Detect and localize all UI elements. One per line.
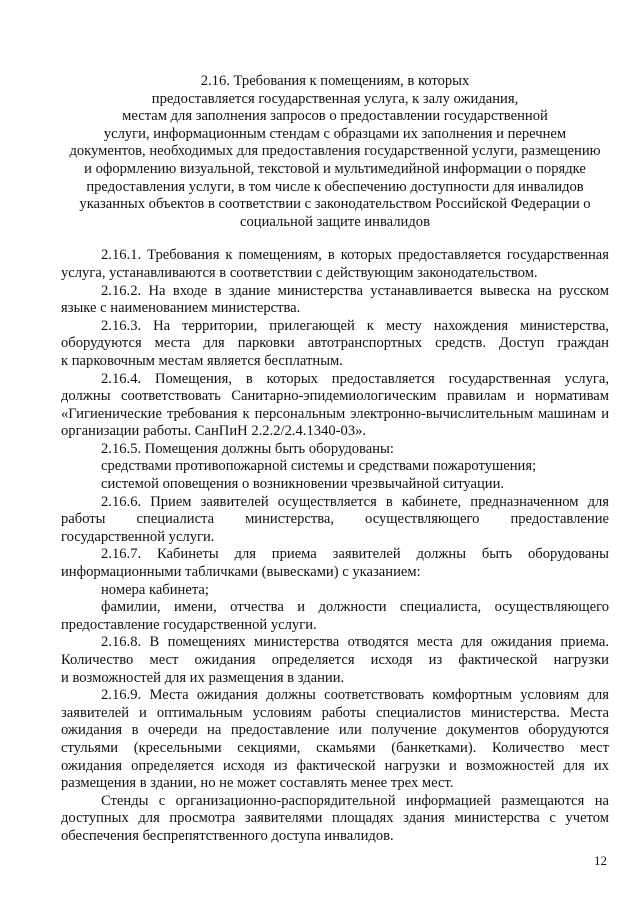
paragraph-2-16-1 bbox=[61, 247, 609, 282]
paragraph-2-16-8 bbox=[61, 634, 609, 687]
text-line: 2.16.3. На территории, прилегающей к месту нахождения министерства, bbox=[101, 317, 609, 334]
paragraph-2-16-2 bbox=[61, 283, 609, 318]
text-line: информационными табличками (вывесками) с указанием: bbox=[61, 564, 421, 581]
heading-line: указанных объектов в соответствии с законодательством Российской Федерации о bbox=[79, 196, 591, 213]
list-item bbox=[61, 458, 609, 476]
heading-line: социальной защите инвалидов bbox=[240, 213, 430, 230]
text-line: размещения в здании, но не может составлять менее трех мест. bbox=[61, 775, 454, 792]
heading-line: документов, необходимых для предоставления государственной услуги, размещению bbox=[69, 143, 601, 160]
heading-line: предоставления услуги, в том числе к обеспечению доступности для инвалидов bbox=[86, 178, 584, 195]
text-line: ожидания определяется исходя из фактической нагрузки и возможностей для их bbox=[61, 757, 609, 774]
text-line: обеспечения беспрепятственного доступа инвалидов. bbox=[61, 827, 394, 844]
text-line: работы специалиста министерства, осуществляющего предоставление bbox=[61, 511, 609, 528]
paragraph-2-16-3 bbox=[61, 318, 609, 371]
paragraph-stands bbox=[61, 793, 609, 846]
text-line: языке с наименованием министерства. bbox=[61, 300, 301, 317]
heading-line: и оформлению визуальной, текстовой и мультимедийной информации о порядке bbox=[84, 160, 586, 177]
paragraph-2-16-6 bbox=[61, 494, 609, 547]
paragraph-2-16-4 bbox=[61, 371, 609, 441]
heading-line: местам для заполнения запросов о предоставлении государственной bbox=[122, 108, 548, 125]
text-line: к парковочным местам является бесплатным. bbox=[61, 352, 343, 369]
text-line: Количество мест ожидания определяется исходя из фактической нагрузки bbox=[61, 652, 609, 668]
list-item bbox=[61, 476, 609, 494]
text-line: 2.16.7. Кабинеты для приема заявителей должны быть оборудованы bbox=[101, 546, 609, 563]
text-line: средствами противопожарной системы и средствами пожаротушения; bbox=[101, 458, 537, 475]
text-line: доступных для просмотра заявителями площадях здания министерства с учетом bbox=[61, 810, 609, 827]
heading-line: 2.16. Требования к помещениям, в которых bbox=[200, 73, 470, 89]
list-item bbox=[61, 582, 609, 600]
text-line: должны соответствовать Санитарно-эпидемиологическим правилам и нормативам bbox=[61, 388, 609, 405]
text-line: организации работы. СанПиН 2.2.2/2.4.1340-03». bbox=[61, 423, 367, 440]
text-line: 2.16.5. Помещения должны быть оборудованы: bbox=[101, 440, 394, 457]
text-line: 2.16.4. Помещения, в которых предоставляется государственная услуга, bbox=[101, 370, 609, 387]
page-number: 12 bbox=[594, 853, 607, 868]
text-line: государственной услуги. bbox=[61, 528, 215, 545]
text-line: 2.16.6. Прием заявителей осуществляется в кабинете, предназначенном для bbox=[101, 493, 609, 510]
text-line: оборудуются места для парковки автотранспортных средств. Доступ граждан bbox=[61, 335, 609, 352]
paragraph-2-16-9 bbox=[61, 687, 609, 793]
text-line: услуга, устанавливаются в соответствии с действующим законодательством. bbox=[61, 264, 538, 281]
text-line: фамилии, имени, отчества и должности специалиста, осуществляющего bbox=[101, 599, 609, 616]
heading-line: услуги, информационным стендам с образцами их заполнения и перечнем bbox=[103, 125, 567, 142]
text-line: номера кабинета; bbox=[101, 581, 209, 598]
text-line: и возможностей для их размещения в здании. bbox=[61, 669, 345, 686]
text-line: Стенды с организационно-распорядительной информацией размещаются на bbox=[101, 792, 609, 809]
text-line: ожидания в очереди на предоставление или получение документов оборудуются bbox=[61, 722, 609, 739]
text-line: 2.16.8. В помещениях министерства отводятся места для ожидания приема. bbox=[101, 634, 609, 651]
paragraph-2-16-7 bbox=[61, 546, 609, 581]
text-line: 2.16.1. Требования к помещениям, в которых предоставляется государственная bbox=[101, 247, 609, 264]
document-page bbox=[61, 73, 609, 846]
text-line: предоставление государственной услуги. bbox=[61, 616, 317, 633]
text-line: стульями (кресельными секциями, скамьями (банкетками). Количество мест bbox=[61, 739, 609, 756]
heading-line: предоставляется государственная услуга, к залу ожидания, bbox=[151, 90, 519, 107]
paragraph-2-16-5 bbox=[61, 441, 609, 459]
text-line: системой оповещения о возникновении чрезвычайной ситуации. bbox=[101, 476, 505, 493]
text-line: 2.16.2. На входе в здание министерства устанавливается вывеска на русском bbox=[101, 282, 609, 299]
text-line: «Гигиенические требования к персональным электронно-вычислительным машинам и bbox=[61, 405, 609, 422]
text-line: 2.16.9. Места ожидания должны соответствовать комфортным условиям для bbox=[101, 687, 609, 704]
list-item bbox=[61, 599, 609, 634]
text-line: заявителей и оптимальным условиям работы специалистов министерства. Места bbox=[61, 704, 609, 721]
section-heading bbox=[61, 73, 609, 231]
